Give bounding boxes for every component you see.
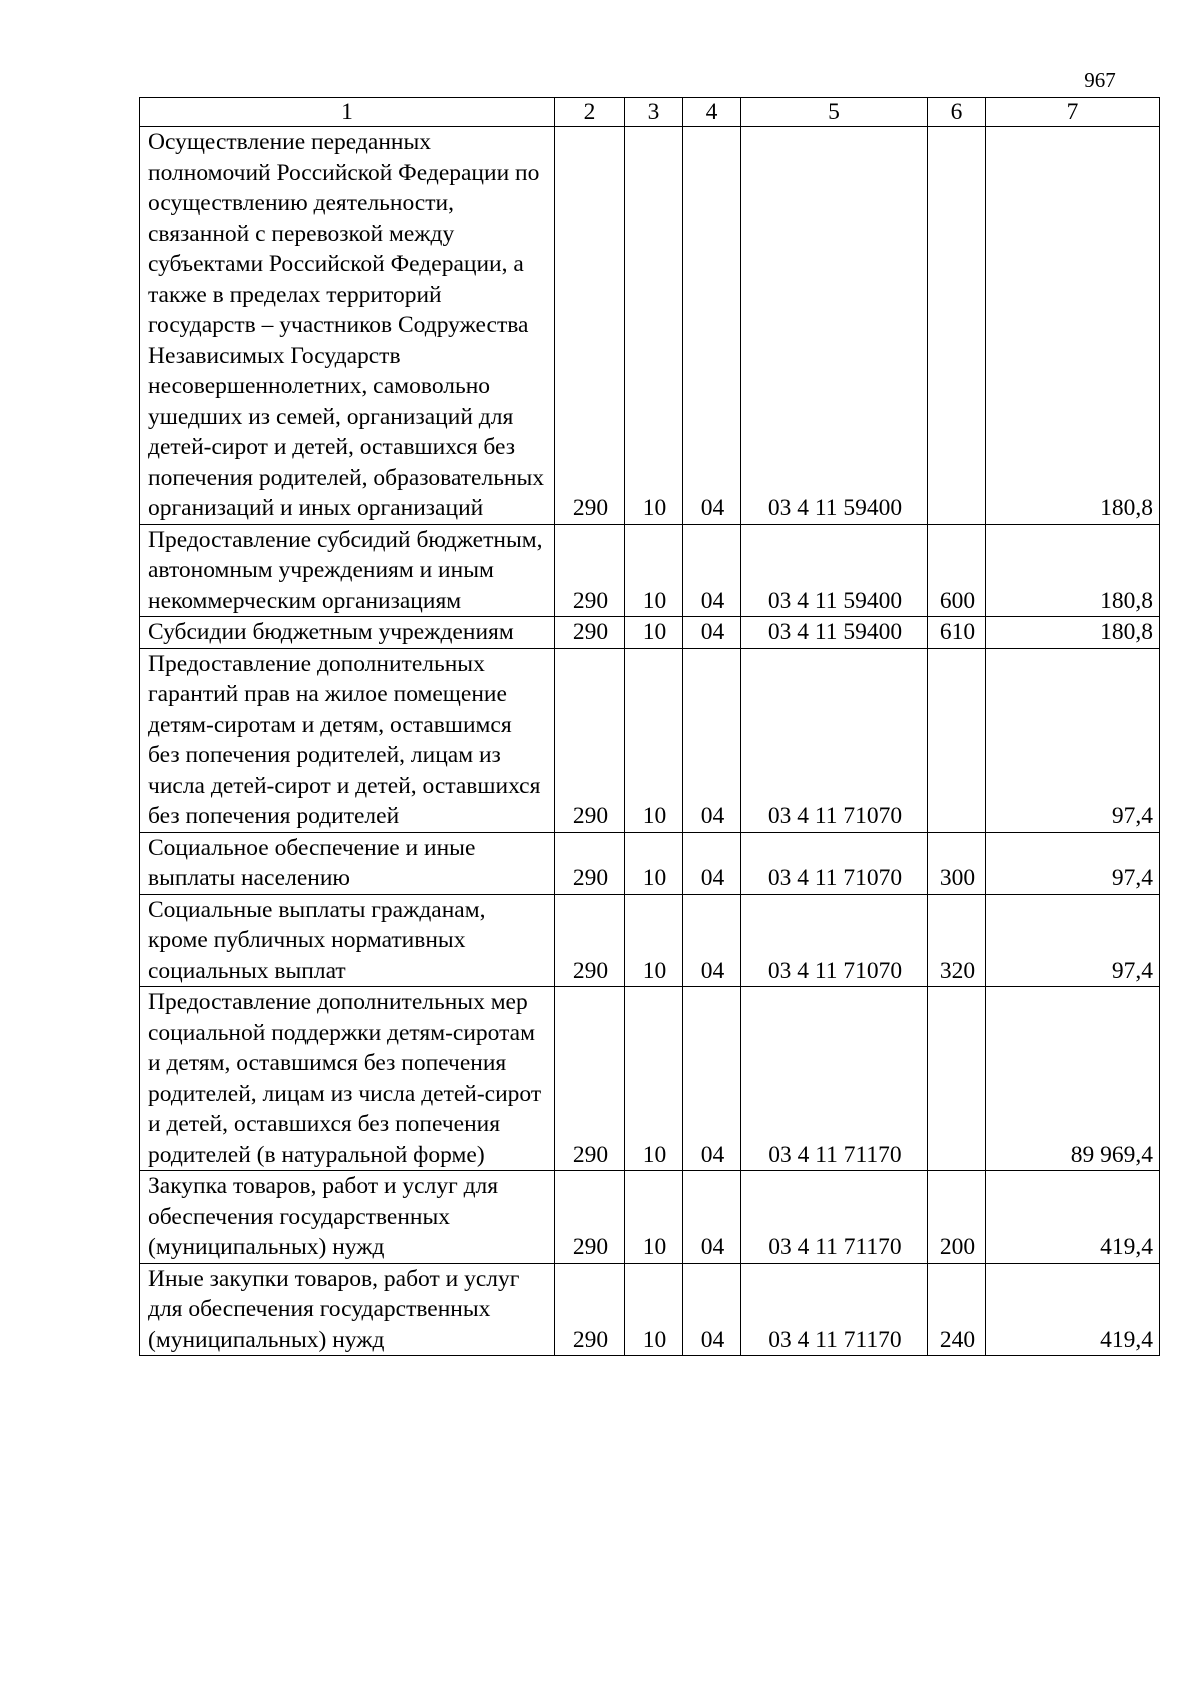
column-header: 5 bbox=[741, 98, 928, 127]
amount: 97,4 bbox=[986, 648, 1160, 832]
subsection-code: 04 bbox=[683, 832, 741, 894]
section-code: 10 bbox=[625, 648, 683, 832]
row-name: Закупка товаров, работ и услуг для обеспечения государственных (муниципальных) нужд bbox=[140, 1171, 555, 1264]
amount: 180,8 bbox=[986, 127, 1160, 525]
subsection-code: 04 bbox=[683, 524, 741, 617]
row-name: Социальное обеспечение и иные выплаты населению bbox=[140, 832, 555, 894]
section-code: 10 bbox=[625, 1263, 683, 1356]
amount: 97,4 bbox=[986, 832, 1160, 894]
amount: 180,8 bbox=[986, 524, 1160, 617]
subsection-code: 04 bbox=[683, 617, 741, 649]
subsection-code: 04 bbox=[683, 987, 741, 1171]
subsection-code: 04 bbox=[683, 648, 741, 832]
table-row bbox=[140, 524, 1160, 617]
ministry-code: 290 bbox=[555, 127, 625, 525]
target-code: 03 4 11 59400 bbox=[741, 617, 928, 649]
expense-type-code: 610 bbox=[928, 617, 986, 649]
row-name: Предоставление дополнительных гарантий прав на жилое помещение детям-сиротам и детям, оставшимся без попечения родителей, лицам из числа детей-сирот и детей, оставшихся без попечения родителей bbox=[140, 648, 555, 832]
target-code: 03 4 11 71170 bbox=[741, 987, 928, 1171]
section-code: 10 bbox=[625, 987, 683, 1171]
column-header: 7 bbox=[986, 98, 1160, 127]
ministry-code: 290 bbox=[555, 648, 625, 832]
table-row bbox=[140, 648, 1160, 832]
column-header: 1 bbox=[140, 98, 555, 127]
target-code: 03 4 11 71070 bbox=[741, 648, 928, 832]
row-name: Иные закупки товаров, работ и услуг для обеспечения государственных (муниципальных) нужд bbox=[140, 1263, 555, 1356]
expense-type-code bbox=[928, 987, 986, 1171]
subsection-code: 04 bbox=[683, 894, 741, 987]
expense-type-code: 200 bbox=[928, 1171, 986, 1264]
section-code: 10 bbox=[625, 127, 683, 525]
expense-type-code: 320 bbox=[928, 894, 986, 987]
table-row bbox=[140, 617, 1160, 649]
subsection-code: 04 bbox=[683, 1171, 741, 1264]
target-code: 03 4 11 71070 bbox=[741, 894, 928, 987]
ministry-code: 290 bbox=[555, 894, 625, 987]
expense-type-code bbox=[928, 648, 986, 832]
column-header: 6 bbox=[928, 98, 986, 127]
ministry-code: 290 bbox=[555, 832, 625, 894]
expense-type-code bbox=[928, 127, 986, 525]
target-code: 03 4 11 59400 bbox=[741, 127, 928, 525]
row-name: Предоставление дополнительных мер социальной поддержки детям-сиротам и детям, оставшимся без попечения родителей, лицам из числа детей-сирот и детей, оставшихся без попечения родителей (в натуральной форме) bbox=[140, 987, 555, 1171]
expense-type-code: 240 bbox=[928, 1263, 986, 1356]
ministry-code: 290 bbox=[555, 524, 625, 617]
target-code: 03 4 11 59400 bbox=[741, 524, 928, 617]
subsection-code: 04 bbox=[683, 1263, 741, 1356]
row-name: Субсидии бюджетным учреждениям bbox=[140, 617, 555, 649]
target-code: 03 4 11 71070 bbox=[741, 832, 928, 894]
ministry-code: 290 bbox=[555, 617, 625, 649]
column-header: 3 bbox=[625, 98, 683, 127]
section-code: 10 bbox=[625, 617, 683, 649]
amount: 180,8 bbox=[986, 617, 1160, 649]
table-row bbox=[140, 987, 1160, 1171]
column-header: 4 bbox=[683, 98, 741, 127]
expense-type-code: 600 bbox=[928, 524, 986, 617]
subsection-code: 04 bbox=[683, 127, 741, 525]
table-row bbox=[140, 1263, 1160, 1356]
section-code: 10 bbox=[625, 832, 683, 894]
table-row bbox=[140, 1171, 1160, 1264]
page-number: 967 bbox=[1084, 68, 1116, 92]
target-code: 03 4 11 71170 bbox=[741, 1263, 928, 1356]
ministry-code: 290 bbox=[555, 987, 625, 1171]
table-row bbox=[140, 127, 1160, 525]
section-code: 10 bbox=[625, 1171, 683, 1264]
ministry-code: 290 bbox=[555, 1263, 625, 1356]
row-name: Социальные выплаты гражданам, кроме публичных нормативных социальных выплат bbox=[140, 894, 555, 987]
section-code: 10 bbox=[625, 524, 683, 617]
table-row bbox=[140, 832, 1160, 894]
amount: 419,4 bbox=[986, 1263, 1160, 1356]
budget-table bbox=[139, 97, 1160, 1356]
table-row bbox=[140, 894, 1160, 987]
amount: 97,4 bbox=[986, 894, 1160, 987]
amount: 419,4 bbox=[986, 1171, 1160, 1264]
expense-type-code: 300 bbox=[928, 832, 986, 894]
target-code: 03 4 11 71170 bbox=[741, 1171, 928, 1264]
ministry-code: 290 bbox=[555, 1171, 625, 1264]
column-header: 2 bbox=[555, 98, 625, 127]
amount: 89 969,4 bbox=[986, 987, 1160, 1171]
row-name: Осуществление переданных полномочий Российской Федерации по осуществлению деятельности, связанной с перевозкой между субъектами Российской Федерации, а также в пределах территорий государств – участников Содружества Независимых Государств несовершеннолетних, самовольно ушедших из семей, организаций для детей-сирот и детей, оставшихся без попечения родителей, образовательных организаций и иных организаций bbox=[140, 127, 555, 525]
row-name: Предоставление субсидий бюджетным, автономным учреждениям и иным некоммерческим организациям bbox=[140, 524, 555, 617]
header-row bbox=[140, 98, 1160, 127]
section-code: 10 bbox=[625, 894, 683, 987]
